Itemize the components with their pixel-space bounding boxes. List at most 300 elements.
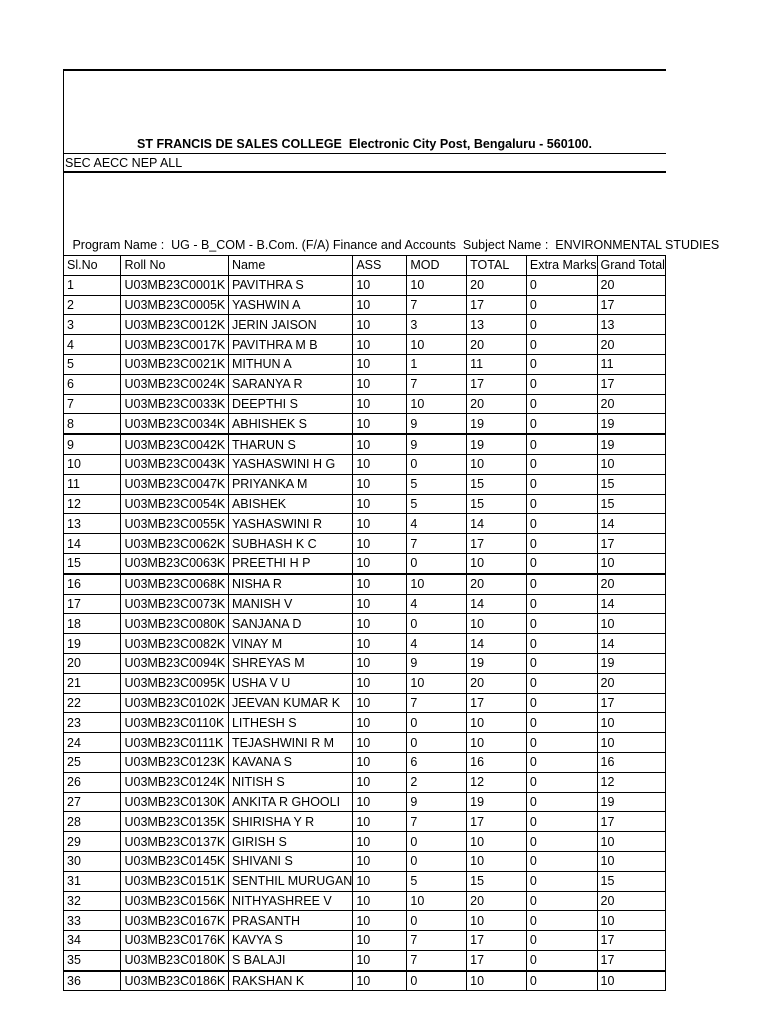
cell-ass: 10 bbox=[353, 752, 407, 772]
cell-total: 10 bbox=[467, 911, 527, 931]
cell-name: RAKSHAN K bbox=[228, 971, 352, 991]
cell-name: KAVYA S bbox=[228, 931, 352, 951]
cell-name: SUBHASH K C bbox=[228, 534, 352, 554]
cell-sl-no: 21 bbox=[64, 673, 121, 693]
cell-extra-marks: 0 bbox=[526, 594, 597, 614]
cell-grand-total: 17 bbox=[597, 295, 665, 315]
cell-ass: 10 bbox=[353, 911, 407, 931]
table-row bbox=[64, 733, 666, 753]
cell-name: LITHESH S bbox=[228, 713, 352, 733]
cell-mod: 7 bbox=[407, 374, 467, 394]
cell-roll-no: U03MB23C0094K bbox=[121, 653, 228, 673]
cell-extra-marks: 0 bbox=[526, 871, 597, 891]
cell-grand-total: 20 bbox=[597, 574, 665, 594]
cell-roll-no: U03MB23C0124K bbox=[121, 772, 228, 792]
cell-sl-no: 34 bbox=[64, 931, 121, 951]
cell-total: 10 bbox=[467, 832, 527, 852]
cell-ass: 10 bbox=[353, 931, 407, 951]
cell-name: SHIRISHA Y R bbox=[228, 812, 352, 832]
cell-extra-marks: 0 bbox=[526, 634, 597, 654]
college-title: ST FRANCIS DE SALES COLLEGE Electronic City Post, Bengaluru - 560100. bbox=[137, 137, 592, 151]
cell-roll-no: U03MB23C0137K bbox=[121, 832, 228, 852]
cell-mod: 4 bbox=[407, 514, 467, 534]
column-header-sl-no: Sl.No bbox=[64, 256, 121, 276]
cell-name: NISHA R bbox=[228, 574, 352, 594]
table-row bbox=[64, 553, 666, 573]
cell-sl-no: 15 bbox=[64, 553, 121, 573]
cell-total: 15 bbox=[467, 871, 527, 891]
cell-ass: 10 bbox=[353, 335, 407, 355]
cell-mod: 10 bbox=[407, 673, 467, 693]
cell-ass: 10 bbox=[353, 950, 407, 970]
cell-roll-no: U03MB23C0054K bbox=[121, 494, 228, 514]
cell-extra-marks: 0 bbox=[526, 414, 597, 434]
cell-ass: 10 bbox=[353, 653, 407, 673]
cell-total: 19 bbox=[467, 653, 527, 673]
cell-roll-no: U03MB23C0110K bbox=[121, 713, 228, 733]
cell-grand-total: 10 bbox=[597, 454, 665, 474]
cell-name: USHA V U bbox=[228, 673, 352, 693]
cell-roll-no: U03MB23C0135K bbox=[121, 812, 228, 832]
cell-ass: 10 bbox=[353, 693, 407, 713]
cell-total: 17 bbox=[467, 950, 527, 970]
cell-extra-marks: 0 bbox=[526, 553, 597, 573]
cell-sl-no: 19 bbox=[64, 634, 121, 654]
table-row bbox=[64, 454, 666, 474]
cell-extra-marks: 0 bbox=[526, 752, 597, 772]
cell-roll-no: U03MB23C0176K bbox=[121, 931, 228, 951]
cell-grand-total: 10 bbox=[597, 733, 665, 753]
table-row bbox=[64, 354, 666, 374]
cell-mod: 0 bbox=[407, 911, 467, 931]
table-row bbox=[64, 673, 666, 693]
table-row bbox=[64, 971, 666, 991]
cell-mod: 7 bbox=[407, 950, 467, 970]
cell-extra-marks: 0 bbox=[526, 275, 597, 295]
divider bbox=[63, 153, 666, 154]
table-row bbox=[64, 832, 666, 852]
cell-ass: 10 bbox=[353, 832, 407, 852]
cell-roll-no: U03MB23C0068K bbox=[121, 574, 228, 594]
table-row bbox=[64, 792, 666, 812]
table-row bbox=[64, 434, 666, 454]
table-row bbox=[64, 614, 666, 634]
table-row bbox=[64, 295, 666, 315]
table-row bbox=[64, 693, 666, 713]
cell-mod: 7 bbox=[407, 534, 467, 554]
cell-sl-no: 23 bbox=[64, 713, 121, 733]
cell-grand-total: 17 bbox=[597, 950, 665, 970]
table-row bbox=[64, 394, 666, 414]
cell-extra-marks: 0 bbox=[526, 514, 597, 534]
cell-sl-no: 4 bbox=[64, 335, 121, 355]
cell-ass: 10 bbox=[353, 514, 407, 534]
cell-mod: 5 bbox=[407, 871, 467, 891]
cell-roll-no: U03MB23C0123K bbox=[121, 752, 228, 772]
cell-mod: 5 bbox=[407, 474, 467, 494]
cell-grand-total: 13 bbox=[597, 315, 665, 335]
cell-total: 14 bbox=[467, 594, 527, 614]
column-header-grand-total: Grand Total bbox=[597, 256, 665, 276]
cell-total: 10 bbox=[467, 971, 527, 991]
cell-roll-no: U03MB23C0034K bbox=[121, 414, 228, 434]
cell-name: JERIN JAISON bbox=[228, 315, 352, 335]
cell-extra-marks: 0 bbox=[526, 911, 597, 931]
table-row bbox=[64, 494, 666, 514]
cell-name: GIRISH S bbox=[228, 832, 352, 852]
cell-ass: 10 bbox=[353, 474, 407, 494]
table-row bbox=[64, 534, 666, 554]
cell-extra-marks: 0 bbox=[526, 733, 597, 753]
cell-grand-total: 10 bbox=[597, 614, 665, 634]
cell-sl-no: 6 bbox=[64, 374, 121, 394]
cell-total: 10 bbox=[467, 454, 527, 474]
cell-extra-marks: 0 bbox=[526, 950, 597, 970]
cell-name: JEEVAN KUMAR K bbox=[228, 693, 352, 713]
cell-total: 10 bbox=[467, 614, 527, 634]
cell-roll-no: U03MB23C0043K bbox=[121, 454, 228, 474]
cell-roll-no: U03MB23C0033K bbox=[121, 394, 228, 414]
cell-mod: 9 bbox=[407, 653, 467, 673]
cell-mod: 9 bbox=[407, 414, 467, 434]
cell-grand-total: 10 bbox=[597, 971, 665, 991]
cell-grand-total: 11 bbox=[597, 354, 665, 374]
cell-grand-total: 17 bbox=[597, 534, 665, 554]
cell-total: 16 bbox=[467, 752, 527, 772]
cell-grand-total: 20 bbox=[597, 335, 665, 355]
cell-ass: 10 bbox=[353, 851, 407, 871]
cell-mod: 7 bbox=[407, 693, 467, 713]
cell-mod: 0 bbox=[407, 851, 467, 871]
cell-sl-no: 24 bbox=[64, 733, 121, 753]
cell-mod: 10 bbox=[407, 275, 467, 295]
cell-sl-no: 36 bbox=[64, 971, 121, 991]
cell-ass: 10 bbox=[353, 454, 407, 474]
cell-mod: 9 bbox=[407, 792, 467, 812]
cell-ass: 10 bbox=[353, 315, 407, 335]
cell-mod: 0 bbox=[407, 832, 467, 852]
cell-total: 20 bbox=[467, 673, 527, 693]
cell-ass: 10 bbox=[353, 772, 407, 792]
cell-total: 13 bbox=[467, 315, 527, 335]
cell-ass: 10 bbox=[353, 891, 407, 911]
cell-grand-total: 16 bbox=[597, 752, 665, 772]
cell-sl-no: 29 bbox=[64, 832, 121, 852]
cell-name: NITHYASHREE V bbox=[228, 891, 352, 911]
table-row bbox=[64, 752, 666, 772]
cell-name: S BALAJI bbox=[228, 950, 352, 970]
cell-total: 17 bbox=[467, 295, 527, 315]
cell-extra-marks: 0 bbox=[526, 494, 597, 514]
cell-name: DEEPTHI S bbox=[228, 394, 352, 414]
cell-total: 17 bbox=[467, 812, 527, 832]
cell-total: 10 bbox=[467, 553, 527, 573]
cell-total: 17 bbox=[467, 374, 527, 394]
cell-ass: 10 bbox=[353, 871, 407, 891]
column-header-roll-no: Roll No bbox=[121, 256, 228, 276]
cell-sl-no: 3 bbox=[64, 315, 121, 335]
cell-grand-total: 15 bbox=[597, 474, 665, 494]
cell-roll-no: U03MB23C0102K bbox=[121, 693, 228, 713]
cell-sl-no: 26 bbox=[64, 772, 121, 792]
cell-sl-no: 5 bbox=[64, 354, 121, 374]
cell-total: 12 bbox=[467, 772, 527, 792]
cell-grand-total: 20 bbox=[597, 394, 665, 414]
cell-mod: 0 bbox=[407, 713, 467, 733]
cell-name: SARANYA R bbox=[228, 374, 352, 394]
cell-extra-marks: 0 bbox=[526, 713, 597, 733]
table-row bbox=[64, 911, 666, 931]
table-row bbox=[64, 713, 666, 733]
cell-sl-no: 14 bbox=[64, 534, 121, 554]
cell-roll-no: U03MB23C0062K bbox=[121, 534, 228, 554]
table-row bbox=[64, 335, 666, 355]
table-row bbox=[64, 851, 666, 871]
cell-extra-marks: 0 bbox=[526, 812, 597, 832]
cell-total: 20 bbox=[467, 891, 527, 911]
table-row bbox=[64, 474, 666, 494]
cell-ass: 10 bbox=[353, 733, 407, 753]
cell-roll-no: U03MB23C0024K bbox=[121, 374, 228, 394]
cell-name: ANKITA R GHOOLI bbox=[228, 792, 352, 812]
cell-grand-total: 20 bbox=[597, 891, 665, 911]
cell-extra-marks: 0 bbox=[526, 653, 597, 673]
cell-grand-total: 14 bbox=[597, 634, 665, 654]
cell-sl-no: 7 bbox=[64, 394, 121, 414]
cell-name: SHIVANI S bbox=[228, 851, 352, 871]
cell-mod: 10 bbox=[407, 335, 467, 355]
cell-roll-no: U03MB23C0082K bbox=[121, 634, 228, 654]
cell-grand-total: 14 bbox=[597, 514, 665, 534]
cell-total: 15 bbox=[467, 494, 527, 514]
cell-sl-no: 17 bbox=[64, 594, 121, 614]
cell-roll-no: U03MB23C0021K bbox=[121, 354, 228, 374]
cell-sl-no: 12 bbox=[64, 494, 121, 514]
cell-total: 20 bbox=[467, 394, 527, 414]
cell-extra-marks: 0 bbox=[526, 792, 597, 812]
cell-roll-no: U03MB23C0012K bbox=[121, 315, 228, 335]
cell-name: PREETHI H P bbox=[228, 553, 352, 573]
cell-roll-no: U03MB23C0156K bbox=[121, 891, 228, 911]
cell-grand-total: 19 bbox=[597, 792, 665, 812]
cell-roll-no: U03MB23C0042K bbox=[121, 434, 228, 454]
cell-name: SENTHIL MURUGAN bbox=[228, 871, 352, 891]
cell-ass: 10 bbox=[353, 673, 407, 693]
cell-name: PRASANTH bbox=[228, 911, 352, 931]
cell-name: ABISHEK bbox=[228, 494, 352, 514]
cell-sl-no: 35 bbox=[64, 950, 121, 970]
cell-mod: 10 bbox=[407, 394, 467, 414]
cell-sl-no: 2 bbox=[64, 295, 121, 315]
cell-ass: 10 bbox=[353, 713, 407, 733]
cell-mod: 4 bbox=[407, 634, 467, 654]
cell-roll-no: U03MB23C0001K bbox=[121, 275, 228, 295]
cell-total: 14 bbox=[467, 634, 527, 654]
table-row bbox=[64, 275, 666, 295]
column-header-mod: MOD bbox=[407, 256, 467, 276]
cell-extra-marks: 0 bbox=[526, 851, 597, 871]
table-row bbox=[64, 871, 666, 891]
cell-grand-total: 19 bbox=[597, 653, 665, 673]
cell-name: ABHISHEK S bbox=[228, 414, 352, 434]
cell-mod: 0 bbox=[407, 614, 467, 634]
cell-roll-no: U03MB23C0145K bbox=[121, 851, 228, 871]
cell-roll-no: U03MB23C0017K bbox=[121, 335, 228, 355]
cell-ass: 10 bbox=[353, 414, 407, 434]
cell-sl-no: 33 bbox=[64, 911, 121, 931]
cell-roll-no: U03MB23C0055K bbox=[121, 514, 228, 534]
marks-table bbox=[63, 255, 666, 991]
cell-extra-marks: 0 bbox=[526, 891, 597, 911]
cell-roll-no: U03MB23C0063K bbox=[121, 553, 228, 573]
divider bbox=[63, 171, 666, 173]
cell-extra-marks: 0 bbox=[526, 335, 597, 355]
cell-name: YASHWIN A bbox=[228, 295, 352, 315]
table-row bbox=[64, 514, 666, 534]
cell-total: 19 bbox=[467, 434, 527, 454]
cell-total: 17 bbox=[467, 693, 527, 713]
cell-mod: 3 bbox=[407, 315, 467, 335]
cell-ass: 10 bbox=[353, 494, 407, 514]
table-row bbox=[64, 374, 666, 394]
table-row bbox=[64, 315, 666, 335]
cell-extra-marks: 0 bbox=[526, 374, 597, 394]
cell-roll-no: U03MB23C0111K bbox=[121, 733, 228, 753]
cell-name: NITISH S bbox=[228, 772, 352, 792]
cell-extra-marks: 0 bbox=[526, 931, 597, 951]
table-row bbox=[64, 772, 666, 792]
cell-ass: 10 bbox=[353, 574, 407, 594]
cell-grand-total: 19 bbox=[597, 434, 665, 454]
cell-sl-no: 32 bbox=[64, 891, 121, 911]
cell-total: 20 bbox=[467, 335, 527, 355]
cell-extra-marks: 0 bbox=[526, 832, 597, 852]
cell-roll-no: U03MB23C0047K bbox=[121, 474, 228, 494]
cell-extra-marks: 0 bbox=[526, 971, 597, 991]
cell-extra-marks: 0 bbox=[526, 434, 597, 454]
cell-sl-no: 20 bbox=[64, 653, 121, 673]
table-row bbox=[64, 891, 666, 911]
cell-mod: 7 bbox=[407, 812, 467, 832]
cell-grand-total: 15 bbox=[597, 494, 665, 514]
cell-sl-no: 27 bbox=[64, 792, 121, 812]
cell-sl-no: 25 bbox=[64, 752, 121, 772]
cell-extra-marks: 0 bbox=[526, 354, 597, 374]
marks-sheet bbox=[63, 69, 720, 989]
cell-sl-no: 11 bbox=[64, 474, 121, 494]
cell-sl-no: 28 bbox=[64, 812, 121, 832]
cell-mod: 4 bbox=[407, 594, 467, 614]
cell-name: PAVITHRA S bbox=[228, 275, 352, 295]
cell-sl-no: 18 bbox=[64, 614, 121, 634]
sheet-top-border bbox=[63, 69, 666, 71]
cell-extra-marks: 0 bbox=[526, 315, 597, 335]
cell-ass: 10 bbox=[353, 275, 407, 295]
cell-total: 10 bbox=[467, 851, 527, 871]
cell-grand-total: 10 bbox=[597, 851, 665, 871]
cell-extra-marks: 0 bbox=[526, 534, 597, 554]
cell-total: 10 bbox=[467, 733, 527, 753]
cell-sl-no: 22 bbox=[64, 693, 121, 713]
cell-grand-total: 10 bbox=[597, 911, 665, 931]
cell-mod: 6 bbox=[407, 752, 467, 772]
column-header-total: TOTAL bbox=[467, 256, 527, 276]
table-header-row bbox=[64, 256, 666, 276]
cell-extra-marks: 0 bbox=[526, 673, 597, 693]
cell-grand-total: 10 bbox=[597, 553, 665, 573]
cell-extra-marks: 0 bbox=[526, 693, 597, 713]
cell-grand-total: 15 bbox=[597, 871, 665, 891]
column-header-extra-marks: Extra Marks bbox=[526, 256, 597, 276]
table-body bbox=[64, 275, 666, 991]
cell-sl-no: 13 bbox=[64, 514, 121, 534]
cell-grand-total: 20 bbox=[597, 673, 665, 693]
cell-name: PAVITHRA M B bbox=[228, 335, 352, 355]
cell-sl-no: 30 bbox=[64, 851, 121, 871]
table-row bbox=[64, 931, 666, 951]
cell-grand-total: 17 bbox=[597, 374, 665, 394]
column-header-name: Name bbox=[228, 256, 352, 276]
cell-mod: 0 bbox=[407, 733, 467, 753]
cell-extra-marks: 0 bbox=[526, 474, 597, 494]
cell-ass: 10 bbox=[353, 792, 407, 812]
cell-total: 20 bbox=[467, 275, 527, 295]
cell-total: 11 bbox=[467, 354, 527, 374]
cell-name: YASHASWINI R bbox=[228, 514, 352, 534]
cell-extra-marks: 0 bbox=[526, 454, 597, 474]
cell-name: VINAY M bbox=[228, 634, 352, 654]
cell-grand-total: 19 bbox=[597, 414, 665, 434]
cell-ass: 10 bbox=[353, 594, 407, 614]
cell-total: 17 bbox=[467, 534, 527, 554]
cell-name: SANJANA D bbox=[228, 614, 352, 634]
cell-ass: 10 bbox=[353, 394, 407, 414]
table-row bbox=[64, 653, 666, 673]
cell-sl-no: 31 bbox=[64, 871, 121, 891]
cell-name: TEJASHWINI R M bbox=[228, 733, 352, 753]
cell-ass: 10 bbox=[353, 295, 407, 315]
table-row bbox=[64, 594, 666, 614]
cell-sl-no: 8 bbox=[64, 414, 121, 434]
cell-grand-total: 10 bbox=[597, 713, 665, 733]
cell-total: 19 bbox=[467, 792, 527, 812]
cell-grand-total: 14 bbox=[597, 594, 665, 614]
cell-roll-no: U03MB23C0080K bbox=[121, 614, 228, 634]
cell-grand-total: 17 bbox=[597, 812, 665, 832]
cell-ass: 10 bbox=[353, 434, 407, 454]
cell-total: 19 bbox=[467, 414, 527, 434]
cell-total: 17 bbox=[467, 931, 527, 951]
cell-mod: 0 bbox=[407, 971, 467, 991]
cell-ass: 10 bbox=[353, 614, 407, 634]
cell-roll-no: U03MB23C0130K bbox=[121, 792, 228, 812]
cell-name: MANISH V bbox=[228, 594, 352, 614]
cell-grand-total: 17 bbox=[597, 931, 665, 951]
cell-grand-total: 12 bbox=[597, 772, 665, 792]
cell-name: KAVANA S bbox=[228, 752, 352, 772]
cell-roll-no: U03MB23C0005K bbox=[121, 295, 228, 315]
cell-mod: 0 bbox=[407, 454, 467, 474]
cell-ass: 10 bbox=[353, 534, 407, 554]
cell-sl-no: 1 bbox=[64, 275, 121, 295]
cell-mod: 7 bbox=[407, 931, 467, 951]
cell-extra-marks: 0 bbox=[526, 772, 597, 792]
cell-ass: 10 bbox=[353, 634, 407, 654]
cell-roll-no: U03MB23C0167K bbox=[121, 911, 228, 931]
cell-sl-no: 10 bbox=[64, 454, 121, 474]
cell-name: PRIYANKA M bbox=[228, 474, 352, 494]
table-row bbox=[64, 812, 666, 832]
